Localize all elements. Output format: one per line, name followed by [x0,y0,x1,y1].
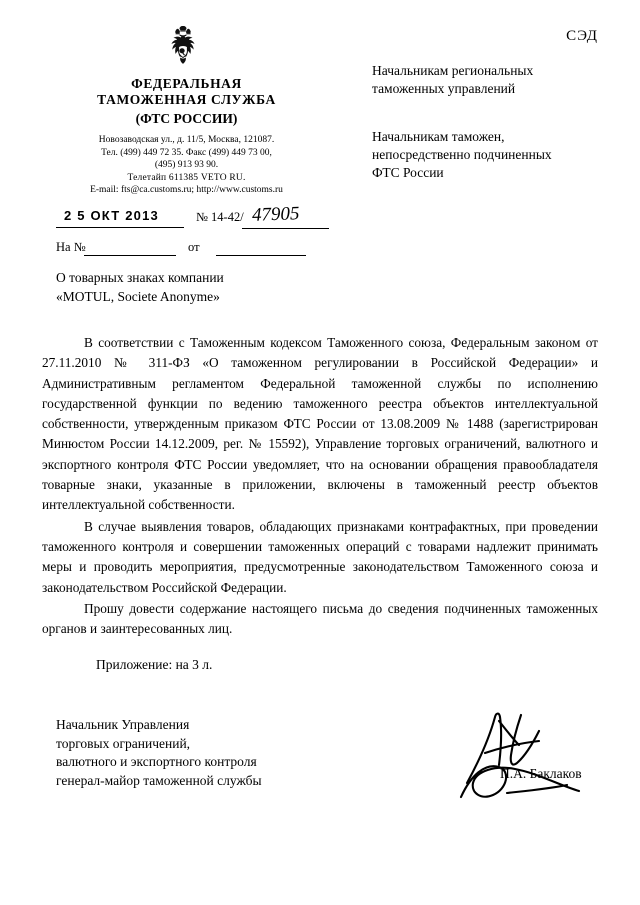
body-paragraph-2: В случае выявления товаров, обладающих признаками контрафактных, при проведении таможенного контроля и совершении таможенных операций с товарами надлежит принимать меры и проводить мероприятия, предусмотренные законодательством Таможенного союза и законодательством Российской Федерации. [42,518,598,595]
letterhead-phone-secondary: (495) 913 93 90. [154,160,219,170]
signature-line-1: Начальник Управления [56,717,190,732]
document-body [42,333,598,639]
letterhead-title-line1: ФЕДЕРАЛЬНАЯ [131,76,242,91]
reference-ot-label: от [188,240,200,254]
addressee-line-4: непосредственно подчиненных [372,147,552,162]
date-stamp: 2 5 ОКТ 2013 [64,208,159,223]
signature-line-4: генерал-майор таможенной службы [56,772,262,788]
body-paragraph-1: В соответствии с Таможенным кодексом Таможенного союза, Федеральным законом от 27.11.2010 № 311-ФЗ «О таможенном регулировании в Российской Федерации» и Административным регламентом Федеральной таможенной службы по исполнению государственной функции по ведению таможенного реестра объектов интеллектуальной собственности, утвержденным приказом ФТС России от 13.08.2009 № 1488 (зарегистрирован Минюстом России 14.12.2009, рег. № 15592), Управление торговых ограничений, валютного и экспортного контроля ФТС России уведомляет, что на основании обращения правообладателя товарные знаки, указанные в приложении, включены в таможенный реестр объектов интеллектуальной собственности. [42,335,598,513]
addressee-line-5: ФТС России [372,165,444,180]
letterhead-address: Новозаводская ул., д. 11/5, Москва, 121087. [98,135,275,145]
number-underline [242,228,329,229]
reference-na-label: На № [56,240,86,254]
reference-ot-underline [216,255,306,256]
signature-line-2: торговых ограничений, [56,735,191,751]
sed-mark: СЭД [566,28,598,44]
subject-line-1: О товарных знаках компании [56,270,224,285]
signature-block [56,716,356,790]
signature-line-3: валютного и экспортного контроля [56,754,257,769]
coat-of-arms-icon [163,26,203,70]
signer-name: П.А. Баклаков [500,766,582,781]
addressee-line-1: Начальникам региональных [372,63,534,78]
reference-na-underline [84,255,176,256]
letterhead-contacts [44,134,329,197]
letterhead-phone: Тел. (499) 449 72 35. Факс (499) 449 73 00, [101,147,272,158]
letterhead [44,76,329,197]
addressee-line-2: таможенных управлений [372,81,516,96]
document-number-label: № 14-42/ [196,210,244,224]
letterhead-teletype: Телетайп 611385 VETO RU. [127,172,246,183]
attachment-note: Приложение: на 3 л. [96,657,213,672]
letterhead-email: E-mail: fts@ca.customs.ru; http://www.customs.ru [90,185,283,195]
body-paragraph-3: Прошу довести содержание настоящего письма до сведения подчиненных таможенных органов и заинтересованных лиц. [42,600,598,637]
letterhead-subtitle: (ФТС РОССИИ) [135,111,238,126]
addressee-line-3: Начальникам таможен, [372,129,505,144]
subject-block [56,268,386,306]
subject-line-2: «MOTUL, Societe Anonyme» [56,289,220,304]
date-number-line [56,203,336,234]
date-underline [56,227,184,228]
addressee-block [372,62,622,182]
letterhead-title-line2: ТАМОЖЕННАЯ СЛУЖБА [97,92,276,107]
handwritten-signature [455,705,595,815]
document-number-value: 47905 [251,203,300,226]
